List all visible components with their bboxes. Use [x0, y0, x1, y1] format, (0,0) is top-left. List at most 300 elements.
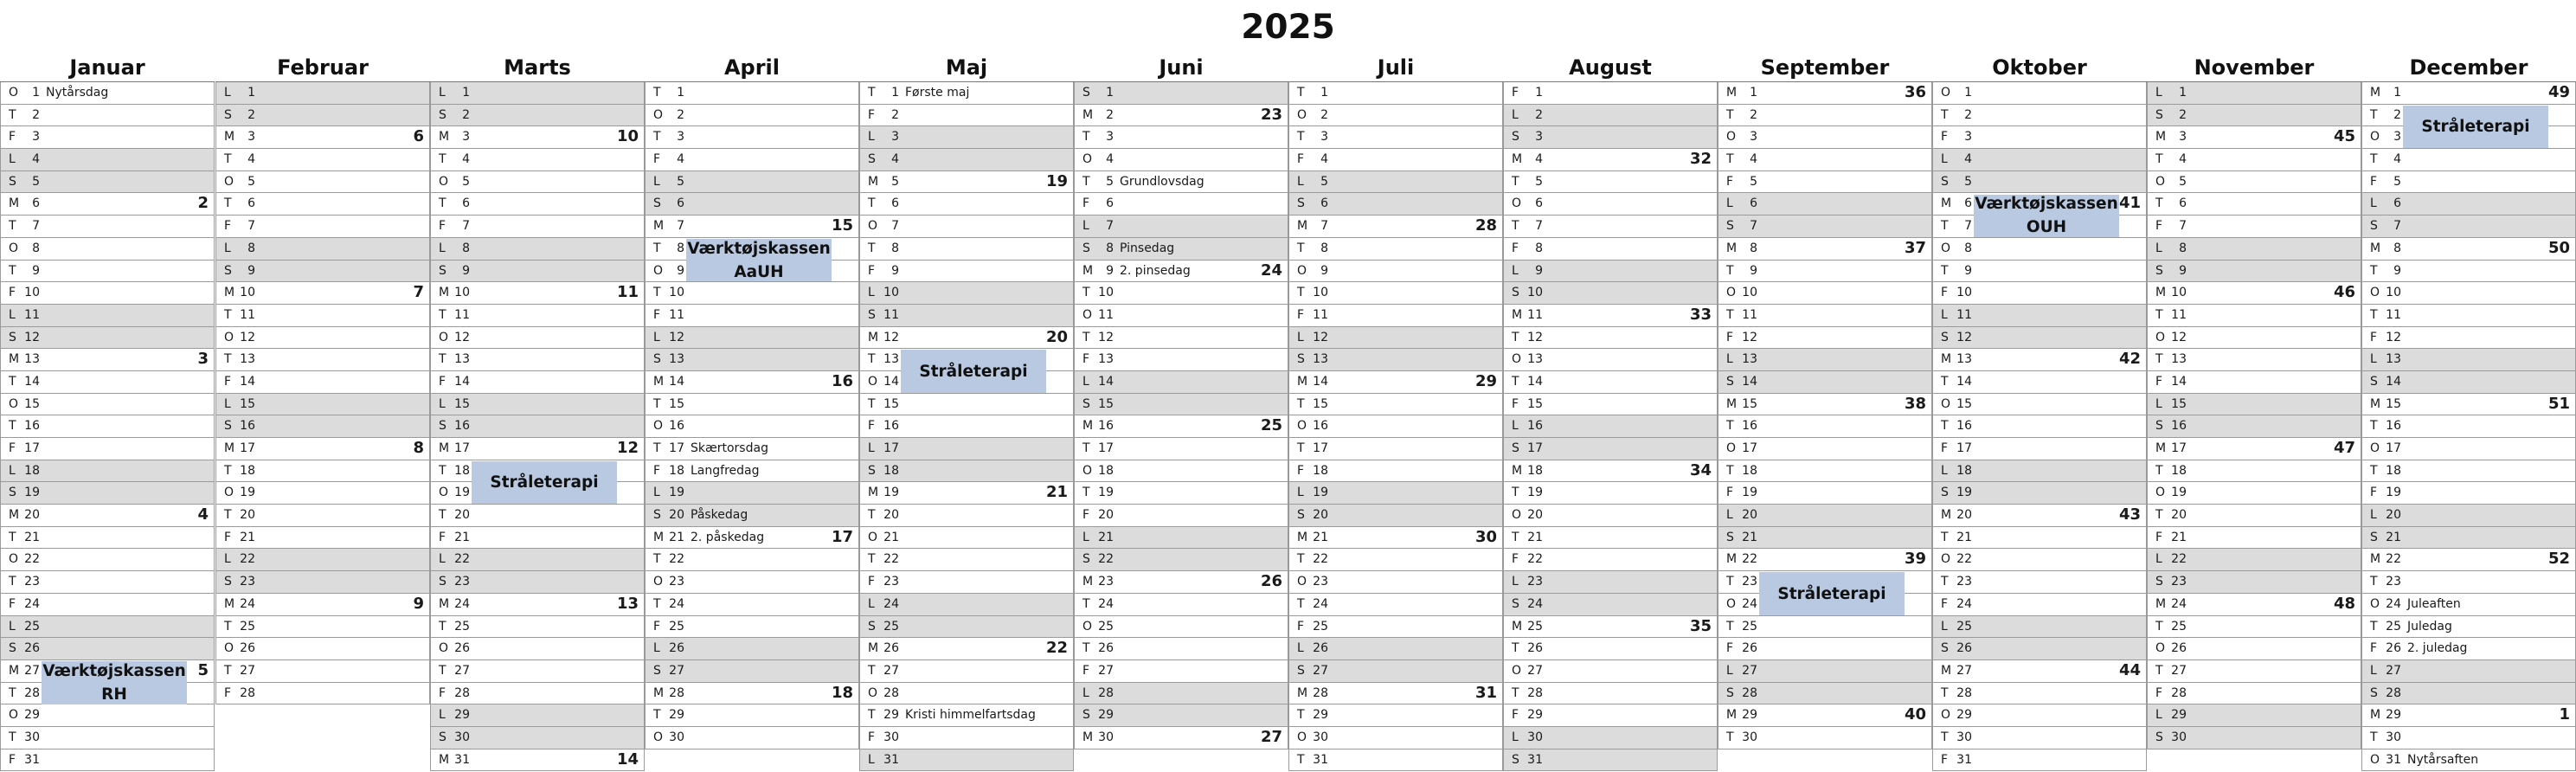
day-cell[interactable] — [2147, 704, 2361, 727]
day-cell[interactable] — [215, 171, 430, 194]
day-cell[interactable] — [1718, 282, 1932, 305]
day-cell[interactable] — [1718, 683, 1932, 705]
day-cell[interactable] — [645, 394, 859, 416]
day-cell[interactable] — [1718, 415, 1932, 438]
day-cell[interactable] — [0, 105, 215, 127]
day-cell[interactable] — [1074, 82, 1288, 105]
day-cell[interactable] — [645, 549, 859, 571]
day-cell[interactable] — [645, 704, 859, 727]
day-cell[interactable] — [215, 594, 430, 616]
day-cell[interactable] — [859, 126, 1074, 149]
day-cell[interactable] — [1503, 193, 1718, 216]
day-cell[interactable] — [1932, 704, 2147, 727]
day-cell[interactable] — [1718, 482, 1932, 505]
day-cell[interactable] — [1932, 394, 2147, 416]
day-cell[interactable] — [2361, 171, 2576, 194]
day-cell[interactable] — [859, 193, 1074, 216]
day-cell[interactable] — [859, 594, 1074, 616]
day-cell[interactable] — [0, 505, 215, 527]
day-cell[interactable] — [1288, 394, 1503, 416]
day-cell[interactable] — [1503, 261, 1718, 283]
day-cell[interactable] — [215, 527, 430, 550]
day-cell[interactable] — [1932, 327, 2147, 350]
day-cell[interactable] — [1074, 149, 1288, 171]
day-cell[interactable] — [430, 727, 645, 749]
day-cell[interactable] — [645, 105, 859, 127]
day-cell[interactable] — [859, 527, 1074, 550]
day-cell[interactable] — [215, 82, 430, 105]
day-cell[interactable] — [1503, 683, 1718, 705]
day-cell[interactable] — [1288, 704, 1503, 727]
day-cell[interactable] — [1932, 549, 2147, 571]
day-cell[interactable] — [1288, 193, 1503, 216]
day-cell[interactable] — [215, 193, 430, 216]
day-cell[interactable] — [1718, 704, 1932, 727]
day-cell[interactable] — [0, 460, 215, 483]
day-cell[interactable] — [430, 638, 645, 660]
day-cell[interactable] — [1074, 482, 1288, 505]
day-cell[interactable] — [1288, 438, 1503, 460]
day-cell[interactable] — [1074, 193, 1288, 216]
day-cell[interactable] — [1288, 282, 1503, 305]
day-cell[interactable] — [0, 727, 215, 749]
day-cell[interactable] — [1503, 327, 1718, 350]
day-cell[interactable] — [859, 571, 1074, 594]
day-cell[interactable] — [1074, 282, 1288, 305]
day-cell[interactable] — [2361, 749, 2576, 772]
event-stråleterapi[interactable]: Stråleterapi — [1759, 572, 1905, 614]
day-cell[interactable] — [1503, 216, 1718, 238]
day-cell[interactable] — [1932, 571, 2147, 594]
day-cell[interactable] — [1288, 305, 1503, 327]
day-cell[interactable] — [1503, 505, 1718, 527]
day-cell[interactable] — [0, 371, 215, 394]
day-cell[interactable] — [2361, 460, 2576, 483]
day-cell[interactable] — [1932, 105, 2147, 127]
day-cell[interactable] — [1503, 660, 1718, 683]
day-cell[interactable] — [1932, 527, 2147, 550]
day-cell[interactable] — [645, 683, 859, 705]
day-cell[interactable] — [430, 571, 645, 594]
day-cell[interactable] — [215, 549, 430, 571]
day-cell[interactable] — [1932, 261, 2147, 283]
day-cell[interactable] — [1288, 727, 1503, 749]
day-cell[interactable] — [645, 193, 859, 216]
day-cell[interactable] — [2361, 683, 2576, 705]
day-cell[interactable] — [1718, 238, 1932, 261]
day-cell[interactable] — [2361, 549, 2576, 571]
day-cell[interactable] — [1503, 282, 1718, 305]
day-cell[interactable] — [1074, 571, 1288, 594]
day-cell[interactable] — [2361, 571, 2576, 594]
day-cell[interactable] — [2147, 126, 2361, 149]
day-cell[interactable] — [1503, 415, 1718, 438]
day-cell[interactable] — [1074, 371, 1288, 394]
event-stråleterapi[interactable]: Stråleterapi — [901, 350, 1046, 392]
day-cell[interactable] — [0, 126, 215, 149]
day-cell[interactable] — [430, 394, 645, 416]
day-cell[interactable] — [1074, 394, 1288, 416]
day-cell[interactable] — [1932, 238, 2147, 261]
day-cell[interactable] — [1503, 394, 1718, 416]
day-cell[interactable] — [859, 171, 1074, 194]
day-cell[interactable] — [430, 616, 645, 639]
day-cell[interactable] — [859, 549, 1074, 571]
day-cell[interactable] — [1718, 171, 1932, 194]
day-cell[interactable] — [2147, 282, 2361, 305]
day-cell[interactable] — [1718, 105, 1932, 127]
day-cell[interactable] — [2147, 660, 2361, 683]
day-cell[interactable] — [645, 126, 859, 149]
day-cell[interactable] — [645, 149, 859, 171]
day-cell[interactable] — [1718, 394, 1932, 416]
day-cell[interactable] — [645, 594, 859, 616]
day-cell[interactable] — [1932, 505, 2147, 527]
day-cell[interactable] — [1503, 149, 1718, 171]
day-cell[interactable] — [0, 616, 215, 639]
day-cell[interactable] — [1288, 482, 1503, 505]
day-cell[interactable] — [1503, 549, 1718, 571]
day-cell[interactable] — [0, 438, 215, 460]
day-cell[interactable] — [1288, 638, 1503, 660]
day-cell[interactable] — [2147, 616, 2361, 639]
day-cell[interactable] — [2361, 505, 2576, 527]
day-cell[interactable] — [430, 704, 645, 727]
day-cell[interactable] — [1932, 660, 2147, 683]
day-cell[interactable] — [2147, 415, 2361, 438]
day-cell[interactable] — [859, 438, 1074, 460]
day-cell[interactable] — [1288, 415, 1503, 438]
day-cell[interactable] — [859, 394, 1074, 416]
day-cell[interactable] — [2147, 305, 2361, 327]
day-cell[interactable] — [2361, 193, 2576, 216]
day-cell[interactable] — [1932, 594, 2147, 616]
day-cell[interactable] — [1288, 327, 1503, 350]
day-cell[interactable] — [645, 616, 859, 639]
day-cell[interactable] — [645, 727, 859, 749]
day-cell[interactable] — [1503, 349, 1718, 371]
day-cell[interactable] — [0, 261, 215, 283]
day-cell[interactable] — [430, 594, 645, 616]
day-cell[interactable] — [1718, 82, 1932, 105]
day-cell[interactable] — [645, 571, 859, 594]
day-cell[interactable] — [430, 105, 645, 127]
day-cell[interactable] — [859, 327, 1074, 350]
day-cell[interactable] — [2361, 727, 2576, 749]
day-cell[interactable] — [2147, 327, 2361, 350]
day-cell[interactable] — [1932, 482, 2147, 505]
day-cell[interactable] — [1288, 82, 1503, 105]
day-cell[interactable] — [0, 749, 215, 772]
day-cell[interactable] — [430, 349, 645, 371]
day-cell[interactable] — [430, 149, 645, 171]
day-cell[interactable] — [2147, 438, 2361, 460]
day-cell[interactable] — [215, 349, 430, 371]
day-cell[interactable] — [1074, 727, 1288, 749]
day-cell[interactable] — [1074, 216, 1288, 238]
day-cell[interactable] — [1718, 371, 1932, 394]
day-cell[interactable] — [2147, 349, 2361, 371]
day-cell[interactable] — [215, 305, 430, 327]
day-cell[interactable] — [645, 82, 859, 105]
day-cell[interactable] — [859, 82, 1074, 105]
day-cell[interactable] — [1074, 126, 1288, 149]
day-cell[interactable] — [1074, 616, 1288, 639]
day-cell[interactable] — [859, 616, 1074, 639]
day-cell[interactable] — [0, 415, 215, 438]
day-cell[interactable] — [2361, 149, 2576, 171]
day-cell[interactable] — [1074, 660, 1288, 683]
day-cell[interactable] — [1074, 594, 1288, 616]
day-cell[interactable] — [1718, 261, 1932, 283]
day-cell[interactable] — [0, 571, 215, 594]
day-cell[interactable] — [1288, 505, 1503, 527]
day-cell[interactable] — [2147, 549, 2361, 571]
day-cell[interactable] — [1932, 438, 2147, 460]
day-cell[interactable] — [215, 238, 430, 261]
day-cell[interactable] — [1074, 460, 1288, 483]
day-cell[interactable] — [645, 216, 859, 238]
day-cell[interactable] — [0, 149, 215, 171]
day-cell[interactable] — [430, 126, 645, 149]
day-cell[interactable] — [1932, 415, 2147, 438]
event-stråleterapi[interactable]: Stråleterapi — [472, 461, 617, 504]
day-cell[interactable] — [215, 149, 430, 171]
day-cell[interactable] — [1718, 460, 1932, 483]
day-cell[interactable] — [2361, 371, 2576, 394]
event-værktøjskassen-rh[interactable]: Værktøjskassen RH — [42, 661, 186, 704]
day-cell[interactable] — [1932, 349, 2147, 371]
day-cell[interactable] — [2147, 216, 2361, 238]
day-cell[interactable] — [215, 105, 430, 127]
day-cell[interactable] — [2361, 327, 2576, 350]
day-cell[interactable] — [645, 482, 859, 505]
day-cell[interactable] — [859, 704, 1074, 727]
day-cell[interactable] — [859, 460, 1074, 483]
day-cell[interactable] — [430, 216, 645, 238]
day-cell[interactable] — [1718, 616, 1932, 639]
day-cell[interactable] — [430, 305, 645, 327]
day-cell[interactable] — [1718, 349, 1932, 371]
day-cell[interactable] — [1718, 505, 1932, 527]
day-cell[interactable] — [215, 505, 430, 527]
day-cell[interactable] — [859, 415, 1074, 438]
day-cell[interactable] — [1288, 683, 1503, 705]
day-cell[interactable] — [1932, 638, 2147, 660]
day-cell[interactable] — [215, 261, 430, 283]
day-cell[interactable] — [859, 261, 1074, 283]
day-cell[interactable] — [1288, 238, 1503, 261]
day-cell[interactable] — [2361, 349, 2576, 371]
day-cell[interactable] — [1288, 616, 1503, 639]
day-cell[interactable] — [0, 394, 215, 416]
day-cell[interactable] — [645, 171, 859, 194]
day-cell[interactable] — [1074, 683, 1288, 705]
day-cell[interactable] — [1503, 171, 1718, 194]
day-cell[interactable] — [1503, 82, 1718, 105]
day-cell[interactable] — [0, 704, 215, 727]
day-cell[interactable] — [2147, 193, 2361, 216]
day-cell[interactable] — [2361, 305, 2576, 327]
day-cell[interactable] — [2147, 527, 2361, 550]
day-cell[interactable] — [2147, 238, 2361, 261]
day-cell[interactable] — [0, 594, 215, 616]
day-cell[interactable] — [645, 460, 859, 483]
day-cell[interactable] — [215, 683, 430, 705]
day-cell[interactable] — [2361, 238, 2576, 261]
day-cell[interactable] — [1503, 594, 1718, 616]
day-cell[interactable] — [1288, 261, 1503, 283]
day-cell[interactable] — [1503, 704, 1718, 727]
day-cell[interactable] — [1074, 505, 1288, 527]
day-cell[interactable] — [1288, 349, 1503, 371]
day-cell[interactable] — [1288, 749, 1503, 772]
day-cell[interactable] — [0, 238, 215, 261]
event-værktøjskassen-aauh[interactable]: Værktøjskassen AaUH — [687, 239, 831, 281]
day-cell[interactable] — [430, 282, 645, 305]
day-cell[interactable] — [2361, 82, 2576, 105]
day-cell[interactable] — [1932, 727, 2147, 749]
day-cell[interactable] — [1718, 149, 1932, 171]
day-cell[interactable] — [1503, 238, 1718, 261]
day-cell[interactable] — [215, 616, 430, 639]
day-cell[interactable] — [0, 349, 215, 371]
day-cell[interactable] — [1718, 305, 1932, 327]
day-cell[interactable] — [215, 394, 430, 416]
day-cell[interactable] — [1288, 105, 1503, 127]
day-cell[interactable] — [1932, 460, 2147, 483]
day-cell[interactable] — [1718, 126, 1932, 149]
day-cell[interactable] — [2361, 527, 2576, 550]
day-cell[interactable] — [430, 749, 645, 772]
event-værktøjskassen-ouh[interactable]: Værktøjskassen OUH — [1975, 195, 2118, 237]
day-cell[interactable] — [2147, 683, 2361, 705]
day-cell[interactable] — [430, 261, 645, 283]
day-cell[interactable] — [1503, 438, 1718, 460]
day-cell[interactable] — [1074, 261, 1288, 283]
day-cell[interactable] — [1074, 704, 1288, 727]
day-cell[interactable] — [215, 638, 430, 660]
day-cell[interactable] — [1288, 594, 1503, 616]
day-cell[interactable] — [2361, 482, 2576, 505]
day-cell[interactable] — [2361, 594, 2576, 616]
day-cell[interactable] — [1718, 527, 1932, 550]
day-cell[interactable] — [1718, 660, 1932, 683]
day-cell[interactable] — [1503, 460, 1718, 483]
day-cell[interactable] — [645, 505, 859, 527]
day-cell[interactable] — [859, 749, 1074, 772]
day-cell[interactable] — [859, 105, 1074, 127]
day-cell[interactable] — [215, 460, 430, 483]
day-cell[interactable] — [2361, 216, 2576, 238]
day-cell[interactable] — [430, 438, 645, 460]
day-cell[interactable] — [1718, 193, 1932, 216]
day-cell[interactable] — [859, 638, 1074, 660]
day-cell[interactable] — [1932, 749, 2147, 772]
day-cell[interactable] — [1932, 616, 2147, 639]
day-cell[interactable] — [0, 327, 215, 350]
day-cell[interactable] — [1074, 527, 1288, 550]
day-cell[interactable] — [1718, 727, 1932, 749]
day-cell[interactable] — [1932, 171, 2147, 194]
day-cell[interactable] — [430, 371, 645, 394]
day-cell[interactable] — [859, 482, 1074, 505]
day-cell[interactable] — [430, 683, 645, 705]
day-cell[interactable] — [1074, 415, 1288, 438]
day-cell[interactable] — [645, 415, 859, 438]
day-cell[interactable] — [215, 282, 430, 305]
day-cell[interactable] — [2147, 82, 2361, 105]
day-cell[interactable] — [1932, 305, 2147, 327]
day-cell[interactable] — [215, 126, 430, 149]
day-cell[interactable] — [859, 216, 1074, 238]
day-cell[interactable] — [0, 482, 215, 505]
day-cell[interactable] — [0, 216, 215, 238]
day-cell[interactable] — [2147, 371, 2361, 394]
day-cell[interactable] — [2361, 261, 2576, 283]
event-stråleterapi[interactable]: Stråleterapi — [2403, 106, 2548, 148]
day-cell[interactable] — [0, 549, 215, 571]
day-cell[interactable] — [645, 371, 859, 394]
day-cell[interactable] — [1288, 549, 1503, 571]
day-cell[interactable] — [2361, 394, 2576, 416]
day-cell[interactable] — [1932, 371, 2147, 394]
day-cell[interactable] — [1503, 527, 1718, 550]
day-cell[interactable] — [430, 327, 645, 350]
day-cell[interactable] — [859, 683, 1074, 705]
day-cell[interactable] — [2147, 149, 2361, 171]
day-cell[interactable] — [1074, 438, 1288, 460]
day-cell[interactable] — [215, 660, 430, 683]
day-cell[interactable] — [2147, 105, 2361, 127]
day-cell[interactable] — [2361, 660, 2576, 683]
day-cell[interactable] — [215, 415, 430, 438]
day-cell[interactable] — [1932, 126, 2147, 149]
day-cell[interactable] — [1503, 482, 1718, 505]
day-cell[interactable] — [2361, 616, 2576, 639]
day-cell[interactable] — [1288, 371, 1503, 394]
day-cell[interactable] — [1503, 727, 1718, 749]
day-cell[interactable] — [0, 193, 215, 216]
day-cell[interactable] — [430, 415, 645, 438]
day-cell[interactable] — [2361, 638, 2576, 660]
day-cell[interactable] — [215, 371, 430, 394]
day-cell[interactable] — [215, 327, 430, 350]
day-cell[interactable] — [859, 238, 1074, 261]
day-cell[interactable] — [1932, 282, 2147, 305]
day-cell[interactable] — [430, 171, 645, 194]
day-cell[interactable] — [1503, 126, 1718, 149]
day-cell[interactable] — [2147, 571, 2361, 594]
day-cell[interactable] — [645, 638, 859, 660]
day-cell[interactable] — [1288, 660, 1503, 683]
day-cell[interactable] — [1503, 571, 1718, 594]
day-cell[interactable] — [1503, 371, 1718, 394]
day-cell[interactable] — [1288, 571, 1503, 594]
day-cell[interactable] — [1288, 216, 1503, 238]
day-cell[interactable] — [2147, 594, 2361, 616]
day-cell[interactable] — [2361, 415, 2576, 438]
day-cell[interactable] — [2147, 394, 2361, 416]
day-cell[interactable] — [1288, 460, 1503, 483]
day-cell[interactable] — [1074, 171, 1288, 194]
day-cell[interactable] — [2361, 438, 2576, 460]
day-cell[interactable] — [0, 82, 215, 105]
day-cell[interactable] — [2147, 727, 2361, 749]
day-cell[interactable] — [1718, 327, 1932, 350]
day-cell[interactable] — [1074, 349, 1288, 371]
day-cell[interactable] — [430, 238, 645, 261]
